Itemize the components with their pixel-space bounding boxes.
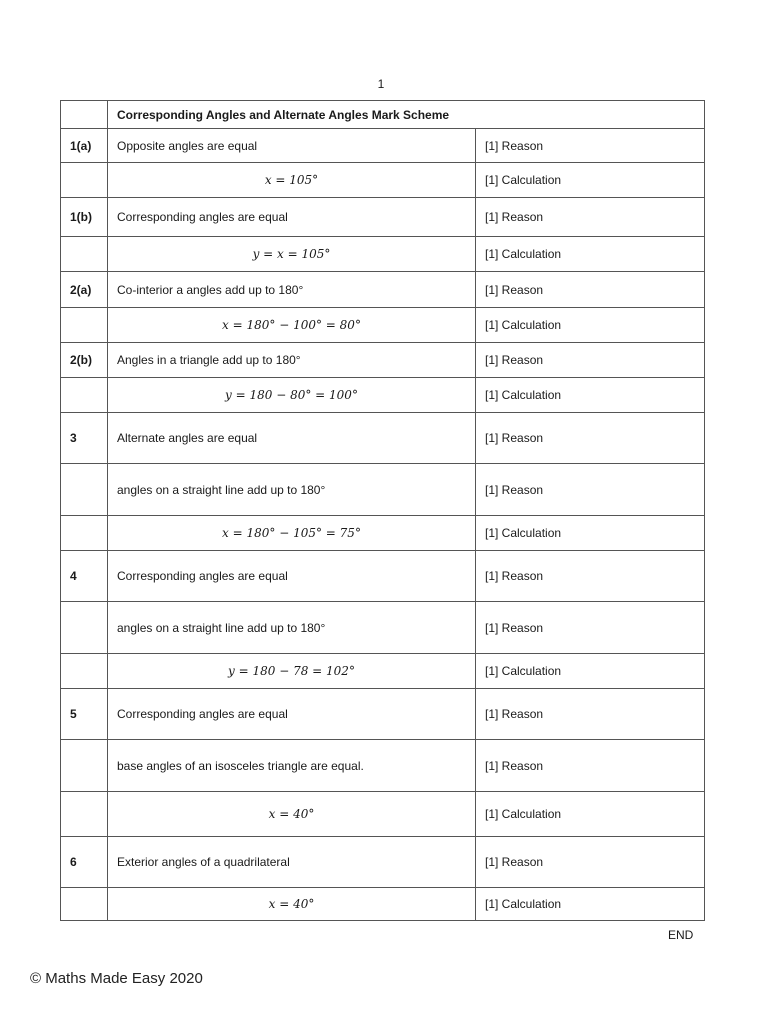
- answer-text: Alternate angles are equal: [108, 413, 476, 464]
- question-number: [61, 464, 108, 516]
- answer-text: Corresponding angles are equal: [108, 551, 476, 602]
- mark-text: [1] Calculation: [476, 308, 705, 343]
- mark-text: [1] Reason: [476, 602, 705, 654]
- mark-text: [1] Reason: [476, 551, 705, 602]
- question-number: 1(b): [61, 198, 108, 237]
- question-number: [61, 602, 108, 654]
- mark-text: [1] Calculation: [476, 888, 705, 921]
- question-number: [61, 237, 108, 272]
- question-number: [61, 378, 108, 413]
- answer-text: Corresponding angles are equal: [108, 689, 476, 740]
- mark-text: [1] Reason: [476, 464, 705, 516]
- answer-math: x = 180° − 105° = 75°: [108, 516, 476, 551]
- table-row: [61, 308, 705, 343]
- mark-text: [1] Calculation: [476, 378, 705, 413]
- question-number: [61, 888, 108, 921]
- answer-text: base angles of an isosceles triangle are equal.: [108, 740, 476, 792]
- table-row: [61, 689, 705, 740]
- table-row: [61, 198, 705, 237]
- mark-text: [1] Calculation: [476, 163, 705, 198]
- mark-text: [1] Reason: [476, 413, 705, 464]
- answer-text: angles on a straight line add up to 180°: [108, 464, 476, 516]
- end-label: END: [668, 928, 694, 942]
- question-number: [61, 516, 108, 551]
- table-row: [61, 888, 705, 921]
- table-title: Corresponding Angles and Alternate Angles Mark Scheme: [108, 101, 705, 129]
- table-row: [61, 602, 705, 654]
- table-row: [61, 792, 705, 837]
- mark-text: [1] Reason: [476, 837, 705, 888]
- table-row: [61, 237, 705, 272]
- mark-text: [1] Reason: [476, 689, 705, 740]
- table-header-row: [61, 101, 705, 129]
- question-number: [61, 163, 108, 198]
- answer-math: x = 40°: [108, 888, 476, 921]
- answer-text: Corresponding angles are equal: [108, 198, 476, 237]
- table-row: [61, 413, 705, 464]
- question-number: 2(b): [61, 343, 108, 378]
- answer-math: x = 40°: [108, 792, 476, 837]
- mark-text: [1] Reason: [476, 740, 705, 792]
- mark-text: [1] Calculation: [476, 792, 705, 837]
- page-number: 1: [377, 77, 385, 91]
- table-row: [61, 163, 705, 198]
- table-row: [61, 740, 705, 792]
- copyright-footer: © Maths Made Easy 2020: [30, 970, 203, 987]
- question-number: [61, 308, 108, 343]
- table-row: [61, 837, 705, 888]
- table-row: [61, 654, 705, 689]
- question-number: 5: [61, 689, 108, 740]
- table-row: [61, 272, 705, 308]
- answer-text: Opposite angles are equal: [108, 129, 476, 163]
- table-row: [61, 378, 705, 413]
- table-row: [61, 343, 705, 378]
- answer-text: Exterior angles of a quadrilateral: [108, 837, 476, 888]
- table-row: [61, 129, 705, 163]
- header-empty-cell: [61, 101, 108, 129]
- answer-math: x = 105°: [108, 163, 476, 198]
- question-number: [61, 654, 108, 689]
- question-number: 4: [61, 551, 108, 602]
- question-number: [61, 740, 108, 792]
- answer-text: angles on a straight line add up to 180°: [108, 602, 476, 654]
- mark-text: [1] Calculation: [476, 516, 705, 551]
- table-row: [61, 551, 705, 602]
- mark-text: [1] Calculation: [476, 654, 705, 689]
- mark-text: [1] Reason: [476, 129, 705, 163]
- question-number: [61, 792, 108, 837]
- answer-math: x = 180° − 100° = 80°: [108, 308, 476, 343]
- question-number: 1(a): [61, 129, 108, 163]
- mark-text: [1] Reason: [476, 343, 705, 378]
- mark-text: [1] Reason: [476, 198, 705, 237]
- mark-text: [1] Reason: [476, 272, 705, 308]
- question-number: 6: [61, 837, 108, 888]
- answer-text: Co-interior a angles add up to 180°: [108, 272, 476, 308]
- mark-scheme-table: [60, 100, 705, 921]
- mark-text: [1] Calculation: [476, 237, 705, 272]
- table-row: [61, 516, 705, 551]
- table-row: [61, 464, 705, 516]
- answer-math: y = x = 105°: [108, 237, 476, 272]
- question-number: 3: [61, 413, 108, 464]
- answer-math: y = 180 − 78 = 102°: [108, 654, 476, 689]
- answer-text: Angles in a triangle add up to 180°: [108, 343, 476, 378]
- question-number: 2(a): [61, 272, 108, 308]
- answer-math: y = 180 − 80° = 100°: [108, 378, 476, 413]
